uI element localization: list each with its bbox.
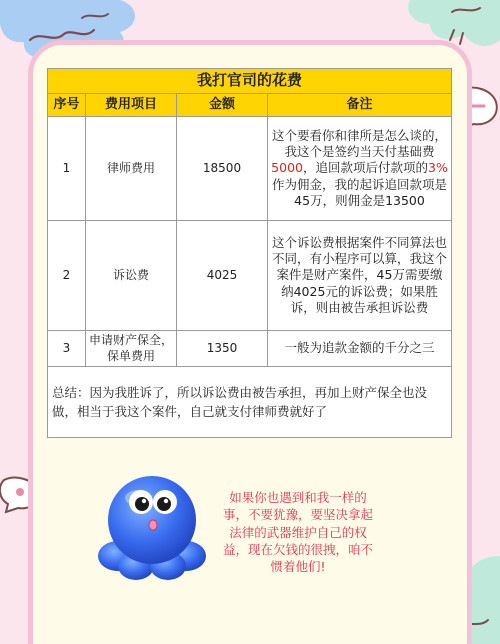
- header-note: 备注: [268, 94, 452, 117]
- row-amount: 18500: [177, 117, 268, 221]
- summary-text: 总结：因为我胜诉了，所以诉讼费由被告承担，再加上财产保全也没做，相当于我这个案件，自己就支付律师费就好了: [48, 367, 452, 438]
- row-amount: 4025: [177, 221, 268, 331]
- header-item: 费用项目: [86, 94, 177, 117]
- row-amount: 1350: [177, 331, 268, 367]
- closing-message: 如果你也遇到和我一样的事，不要犹豫，要坚决拿起法律的武器维护自己的权益，现在欠钱的很拽，咱不惯着他们!: [222, 490, 373, 574]
- row-note: 一般为追款金额的千分之三: [268, 331, 452, 367]
- row-item: 律师费用: [86, 117, 177, 221]
- table-title: 我打官司的花费: [48, 69, 452, 94]
- row-no: 3: [48, 331, 86, 367]
- header-amount: 金额: [177, 94, 268, 117]
- row-item: 申请财产保全，保单费用: [86, 331, 177, 367]
- row-item: 诉讼费: [86, 221, 177, 331]
- summary-row: [48, 367, 452, 438]
- fee-table: [47, 68, 452, 438]
- row-no: 1: [48, 117, 86, 221]
- row-note: 这个要看你和律所是怎么谈的，我这个是签约当天付基础费5000，追回款项后付款项的3%作为佣金，我的起诉追回款项是45万，则佣金是13500: [268, 117, 452, 221]
- row-note: 这个诉讼费根据案件不同算法也不同，有小程序可以算，我这个案件是财产案件，45万需要缴纳4025元的诉讼费；如果胜诉，则由被告承担诉讼费: [268, 221, 452, 331]
- row-no: 2: [48, 221, 86, 331]
- table-row: [48, 331, 452, 367]
- header-no: 序号: [48, 94, 86, 117]
- table-row: [48, 221, 452, 331]
- octopus-mascot: [94, 464, 210, 582]
- table-row: [48, 117, 452, 221]
